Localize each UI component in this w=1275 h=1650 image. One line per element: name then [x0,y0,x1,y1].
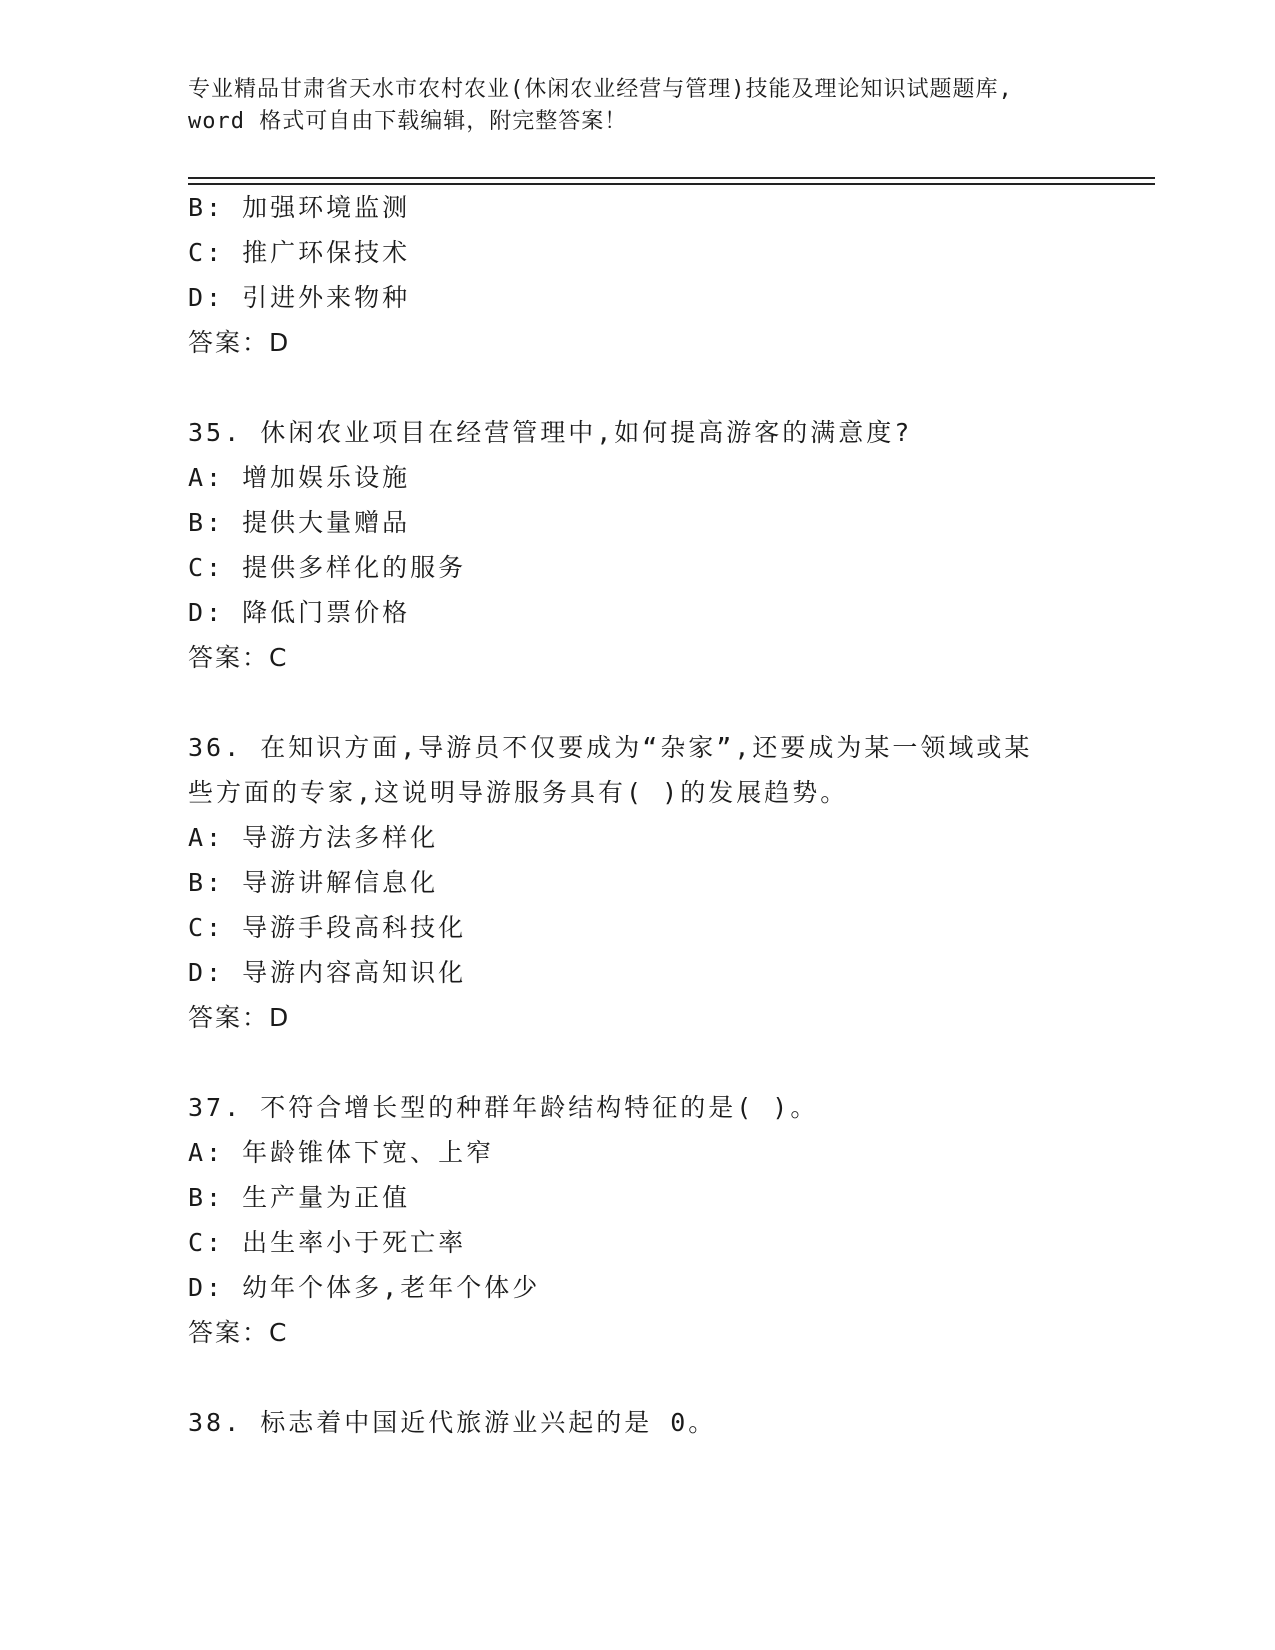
q37-option-d: D: 幼年个体多,老年个体少 [188,1273,541,1302]
q35-option-d: D: 降低门票价格 [188,598,411,627]
q35-option-c: C: 提供多样化的服务 [188,553,467,582]
q37-option-b: B: 生产量为正值 [188,1183,411,1212]
q36-option-a: A: 导游方法多样化 [188,823,439,852]
q34-option-d: D: 引进外来物种 [188,283,411,312]
q35-option-b: B: 提供大量赠品 [188,508,411,537]
q36-option-c: C: 导游手段高科技化 [188,913,467,942]
q35-stem: 35. 休闲农业项目在经营管理中,如何提高游客的满意度? [188,418,913,447]
q37-option-a: A: 年龄锥体下宽、上窄 [188,1138,495,1167]
q37-stem: 37. 不符合增长型的种群年龄结构特征的是( )。 [188,1093,819,1122]
q37-answer: 答案：C [188,1318,289,1347]
q35-option-a: A: 增加娱乐设施 [188,463,411,492]
q38-stem: 38. 标志着中国近代旅游业兴起的是 0。 [188,1408,717,1437]
q36-option-b: B: 导游讲解信息化 [188,868,439,897]
q36-answer: 答案：D [188,1003,291,1032]
q36-stem-line1: 36. 在知识方面,导游员不仅要成为“杂家”,还要成为某一领域或某 [188,733,1033,762]
q35-answer: 答案：C [188,643,289,672]
header-title-line2: word 格式可自由下载编辑，附完整答案！ [188,109,628,134]
q34-answer: 答案：D [188,328,291,357]
header-rule-bottom [188,183,1155,185]
q34-option-c: C: 推广环保技术 [188,238,411,267]
q36-option-d: D: 导游内容高知识化 [188,958,467,987]
document-header [188,74,1088,138]
q34-option-b: B: 加强环境监测 [188,193,411,222]
q36-stem-line2: 些方面的专家,这说明导游服务具有( )的发展趋势。 [188,778,849,807]
q37-option-c: C: 出生率小于死亡率 [188,1228,467,1257]
header-rule-top [188,177,1155,179]
header-title-line1: 专业精品甘肃省天水市农村农业(休闲农业经营与管理)技能及理论知识试题题库, [188,77,1013,102]
